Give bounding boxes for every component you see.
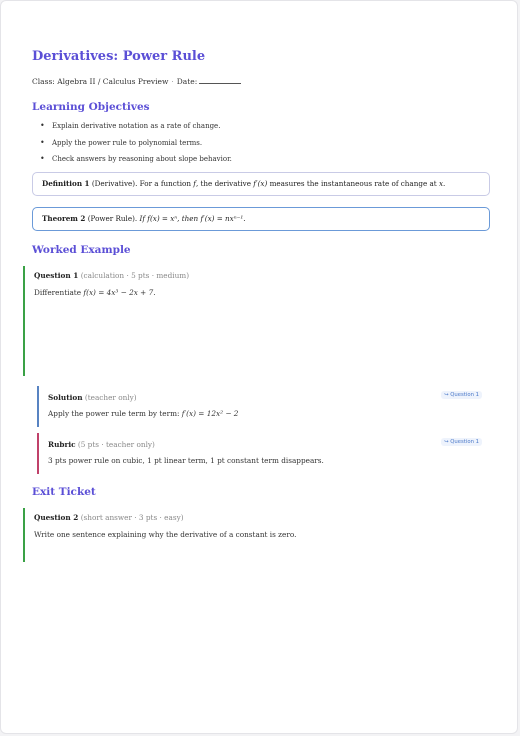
question-1-meta: (calculation · 5 pts · medium) bbox=[80, 271, 190, 280]
class-date-line: Class: Algebra II / Calculus Preview · Date: bbox=[32, 77, 241, 86]
definition-box: Definition 1 (Derivative). For a function f, the derivative f′(x) measures the instantaneous rate of change at x. bbox=[32, 172, 490, 196]
solution-block bbox=[37, 386, 490, 427]
solution-label: Solution bbox=[48, 393, 83, 402]
definition-label: Definition 1 bbox=[42, 179, 90, 188]
solution-text: Apply the power rule term by term: bbox=[48, 409, 180, 418]
solution-math: f′(x) = 12x² − 2 bbox=[181, 409, 239, 418]
theorem-box: Theorem 2 (Power Rule). If f(x) = xⁿ, then f′(x) = nxⁿ⁻¹. bbox=[32, 207, 490, 231]
list-item: • Apply the power rule to polynomial terms. bbox=[40, 137, 203, 147]
class-label: Class: Algebra II / Calculus Preview bbox=[32, 77, 169, 86]
rubric-question-link[interactable]: ↪ Question 1 bbox=[441, 438, 482, 446]
list-item: • Check answers by reasoning about slope behavior. bbox=[40, 154, 232, 163]
worked-example-heading: Worked Example bbox=[32, 244, 131, 256]
objectives-heading: Learning Objectives bbox=[32, 101, 150, 113]
date-label: Date: bbox=[176, 77, 198, 86]
rubric-meta: (5 pts · teacher only) bbox=[77, 440, 155, 449]
list-item: • Explain derivative notation as a rate of change. bbox=[40, 121, 221, 130]
exit-ticket-heading: Exit Ticket bbox=[32, 486, 96, 498]
rubric-text: 3 pts power rule on cubic, 1 pt linear term, 1 pt constant term disappears. bbox=[48, 456, 324, 465]
solution-question-link[interactable]: ↪ Question 1 bbox=[441, 391, 482, 399]
solution-meta: (teacher only) bbox=[84, 393, 137, 402]
question-2-label: Question 2 bbox=[34, 513, 79, 522]
question-1-label: Question 1 bbox=[34, 271, 79, 280]
question-1-block bbox=[23, 266, 190, 376]
question-2-meta: (short answer · 3 pts · easy) bbox=[80, 513, 184, 522]
question-2-text: Write one sentence explaining why the derivative of a constant is zero. bbox=[34, 530, 297, 539]
page-title: Derivatives: Power Rule bbox=[32, 49, 206, 64]
question-1-text: Differentiate bbox=[34, 288, 82, 297]
date-blank[interactable] bbox=[199, 77, 241, 84]
objectives-list bbox=[40, 118, 232, 168]
question-2-block bbox=[23, 508, 297, 562]
theorem-label: Theorem 2 bbox=[42, 214, 86, 223]
rubric-label: Rubric bbox=[48, 440, 76, 449]
rubric-block bbox=[37, 433, 490, 474]
question-1-math: f(x) = 4x³ − 2x + 7. bbox=[83, 288, 156, 297]
